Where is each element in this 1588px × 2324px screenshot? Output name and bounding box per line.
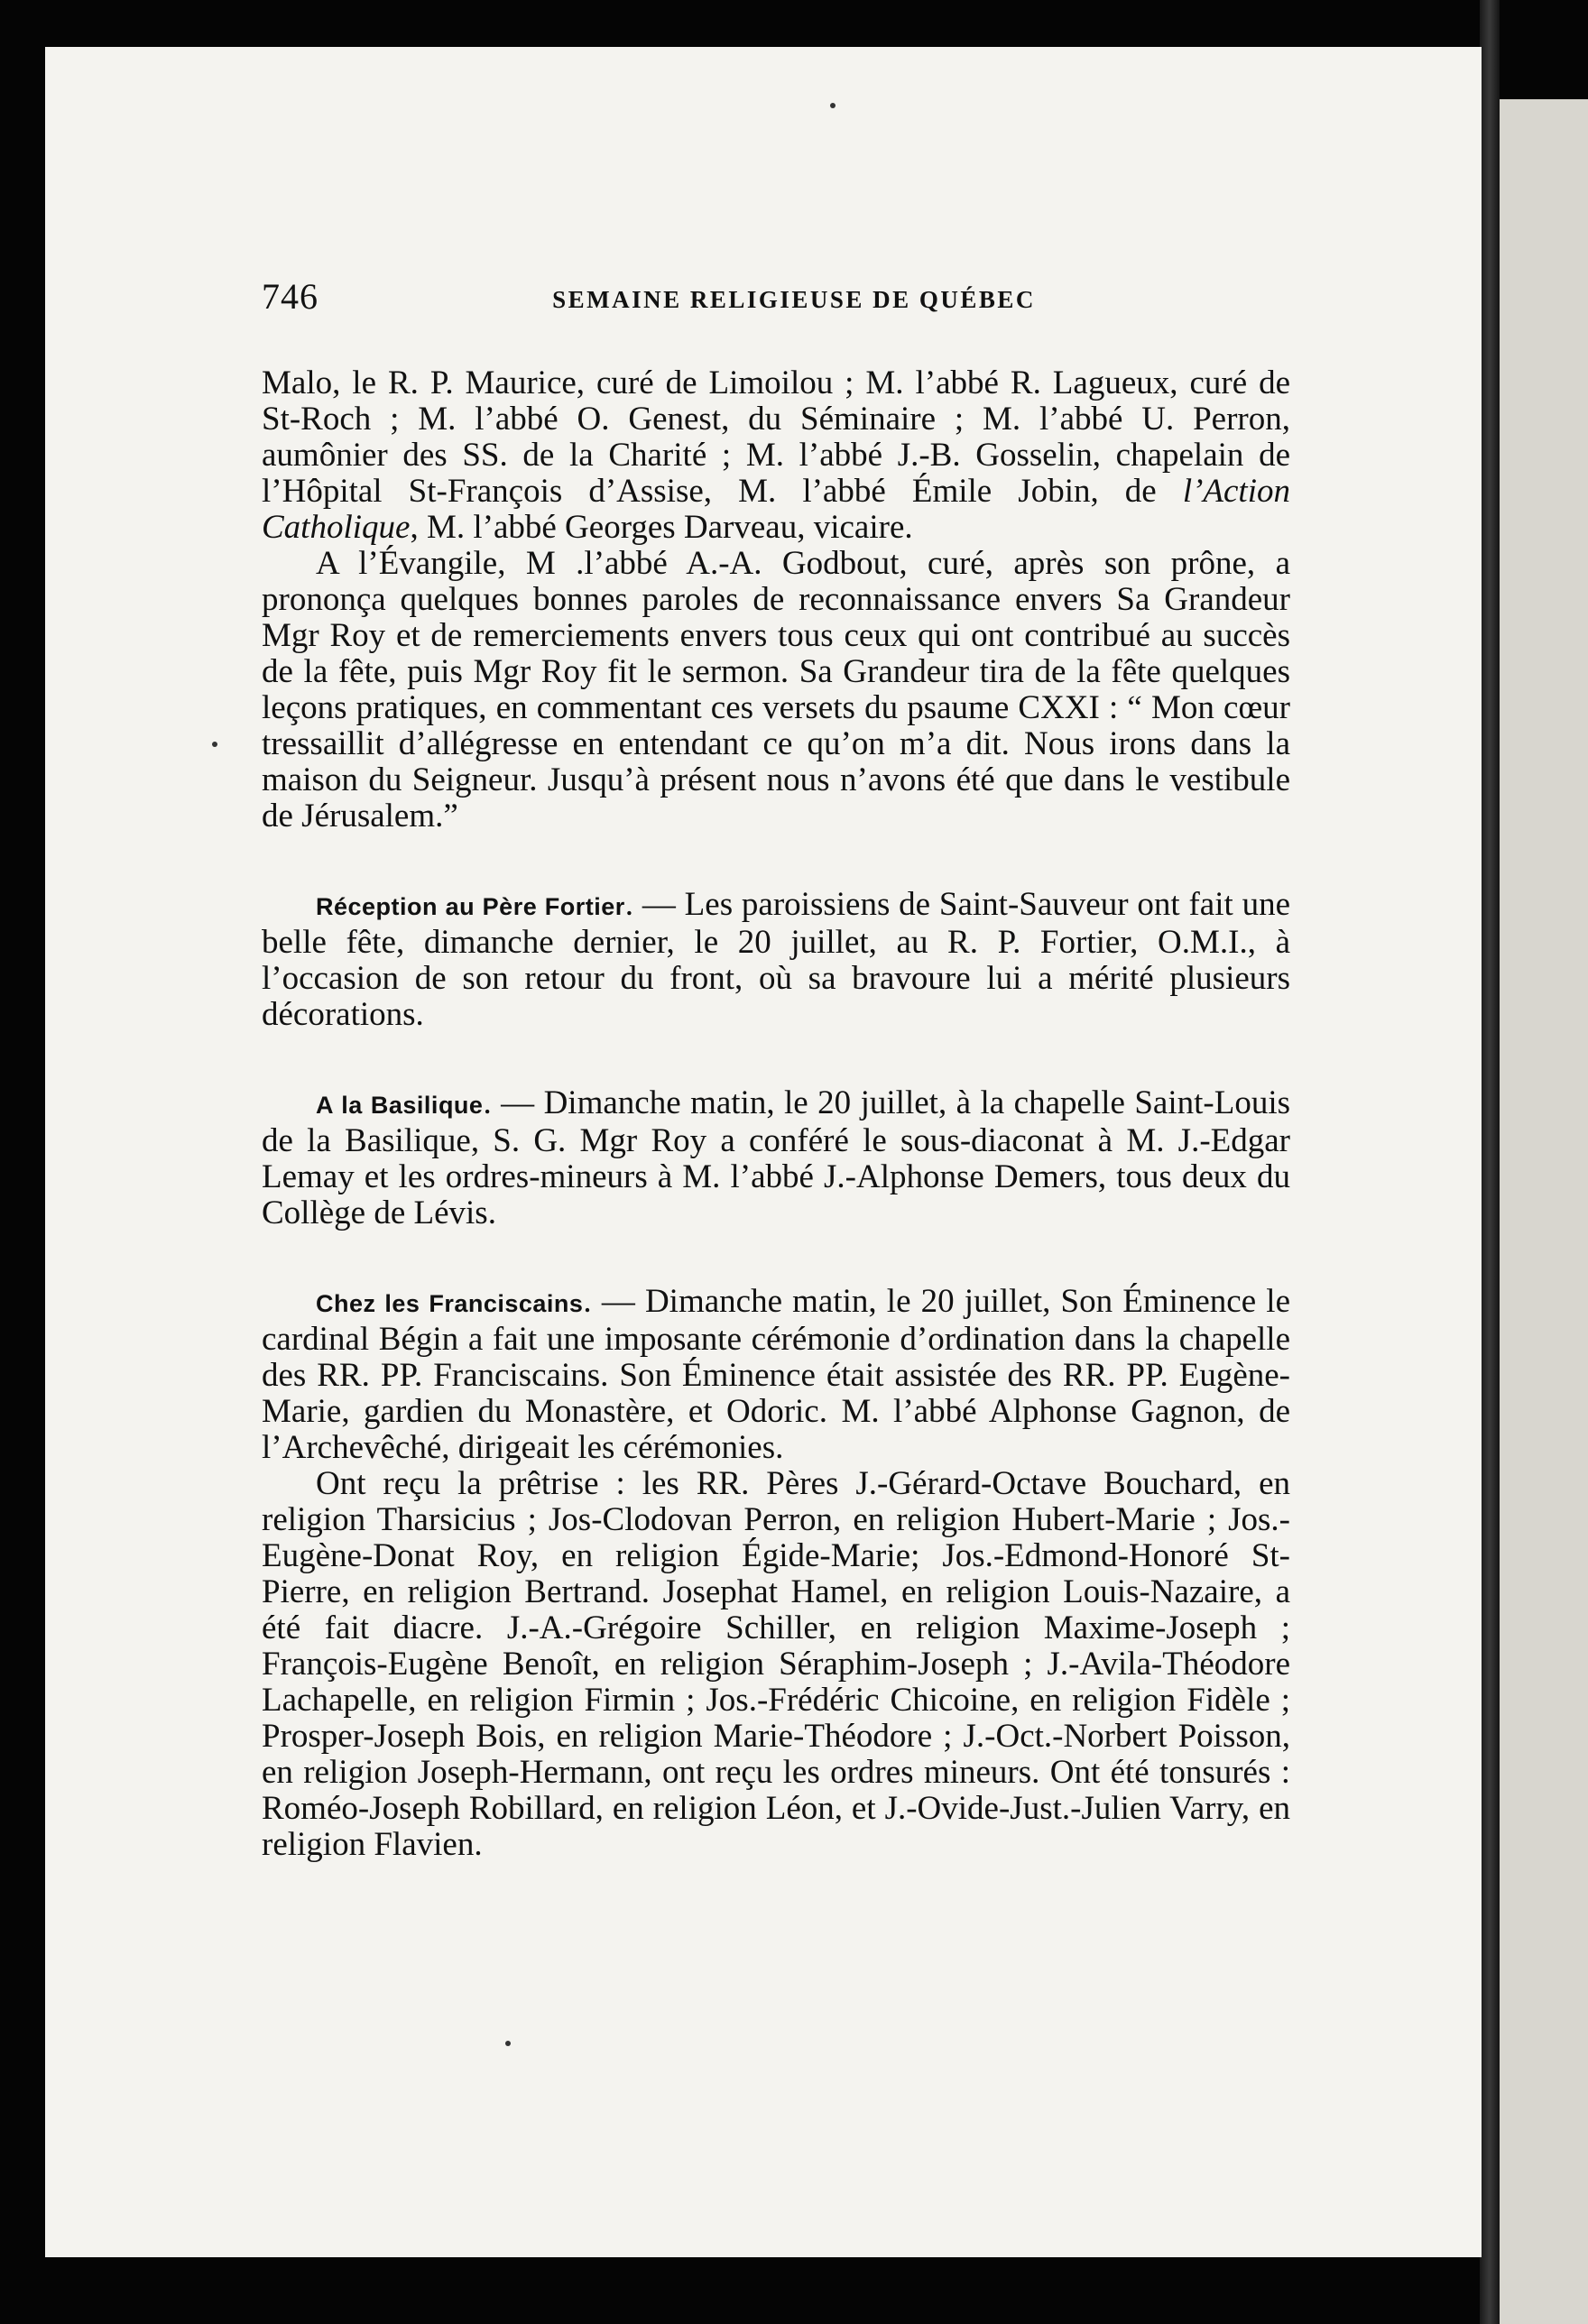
section-heading: Chez les Franciscains [316,1290,584,1317]
text-block [262,275,1290,1863]
section-franciscains [262,1284,1290,1466]
newspaper-title: l’Action Catholique [262,473,1290,546]
section-body: . — Dimanche matin, le 20 juillet, à la chapelle Saint-Louis de la Basilique, S. G. Mgr Roy a conféré le sous-diaconat à M. J.-Edgar Lemay et les ordres-mineurs à M. l’abbé J.-Alphonse Demers, tous deux du Collège de Lévis. [262,1084,1290,1231]
section-heading: Réception au Père Fortier [316,893,625,920]
section-heading: A la Basilique [316,1092,484,1119]
running-head [262,275,1290,329]
speck [212,742,217,747]
section-body: . — Dimanche matin, le 20 juillet, Son Éminence le cardinal Bégin a fait une imposante cérémonie d’ordination dans la chapelle des RR. PP. Franciscains. Son Éminence était assistée des RR. PP. Eugène-Marie, gardien du Monastère, et Odoric. M. l’abbé Alphonse Gagnon, de l’Archevêché, dirigeait les cérémonies. [262,1283,1290,1466]
section-basilique [262,1085,1290,1231]
paragraph-text: Malo, le R. P. Maurice, curé de Limoilou ; M. l’abbé R. Lagueux, curé de St-Roch ; M. l’abbé O. Genest, du Séminaire ; M. l’abbé U. Perron, aumônier des SS. de la Charité ; M. l’abbé J.-B. Gosselin, chapelain de l’Hôpital St-François d’Assise, M. l’abbé Émile Jobin, de [262,364,1290,510]
paragraph-text-end: , M. l’abbé Georges Darveau, vicaire. [410,509,913,546]
page-number: 746 [262,276,319,317]
section-fortier [262,887,1290,1033]
paragraph-clergy-list [262,365,1290,546]
adjacent-page-edge [1500,99,1588,2324]
speck [505,2041,511,2046]
speck [830,103,836,108]
section-body: . — Les paroissiens de Saint-Sauveur ont fait une belle fête, dimanche dernier, le 20 juillet, au R. P. Fortier, O.M.I., à l’occasion de son retour du front, où sa bravoure lui a mérité plusieurs décorations. [262,886,1290,1033]
section-franciscains-continued: Ont reçu la prêtrise : les RR. Pères J.-Gérard-Octave Bouchard, en religion Tharsicius ; Jos-Clodovan Perron, en religion Hubert-Marie ; Jos.-Eugène-Donat Roy, en religion Égide-Marie; Jos.-Edmond-Honoré St-Pierre, en religion Bertrand. Josephat Hamel, en religion Louis-Nazaire, a été fait diacre. J.-A.-Grégoire Schiller, en religion Maxime-Joseph ; François-Eugène Benoît, en religion Séraphim-Joseph ; J.-Avila-Théodore Lachapelle, en religion Firmin ; Jos.-Frédéric Chicoine, en religion Fidèle ; Prosper-Joseph Bois, en religion Marie-Théodore ; J.-Oct.-Norbert Poisson, en religion Joseph-Hermann, ont reçu les ordres mineurs. Ont été tonsurés : Roméo-Joseph Robillard, en religion Léon, et J.-Ovide-Just.-Julien Varry, en religion Flavien. [262,1465,1290,1863]
book-binding [1480,0,1500,2324]
paragraph-gospel: A l’Évangile, M .l’abbé A.-A. Godbout, curé, après son prône, a prononça quelques bonnes paroles de reconnaissance envers Sa Grandeur Mgr Roy et de remerciements envers tous ceux qui ont contribué au succès de la fête, puis Mgr Roy fit le sermon. Sa Grandeur tira de la fête quelques leçons pratiques, en commentant ces versets du psaume CXXI : “ Mon cœur tressaillit d’allégresse en entendant ce qu’on m’a dit. Nous irons dans la maison du Seigneur. Jusqu’à présent nous n’avons été que dans le vestibule de Jérusalem.” [262,545,1290,835]
journal-title: SEMAINE RELIGIEUSE DE QUÉBEC [552,286,1036,313]
